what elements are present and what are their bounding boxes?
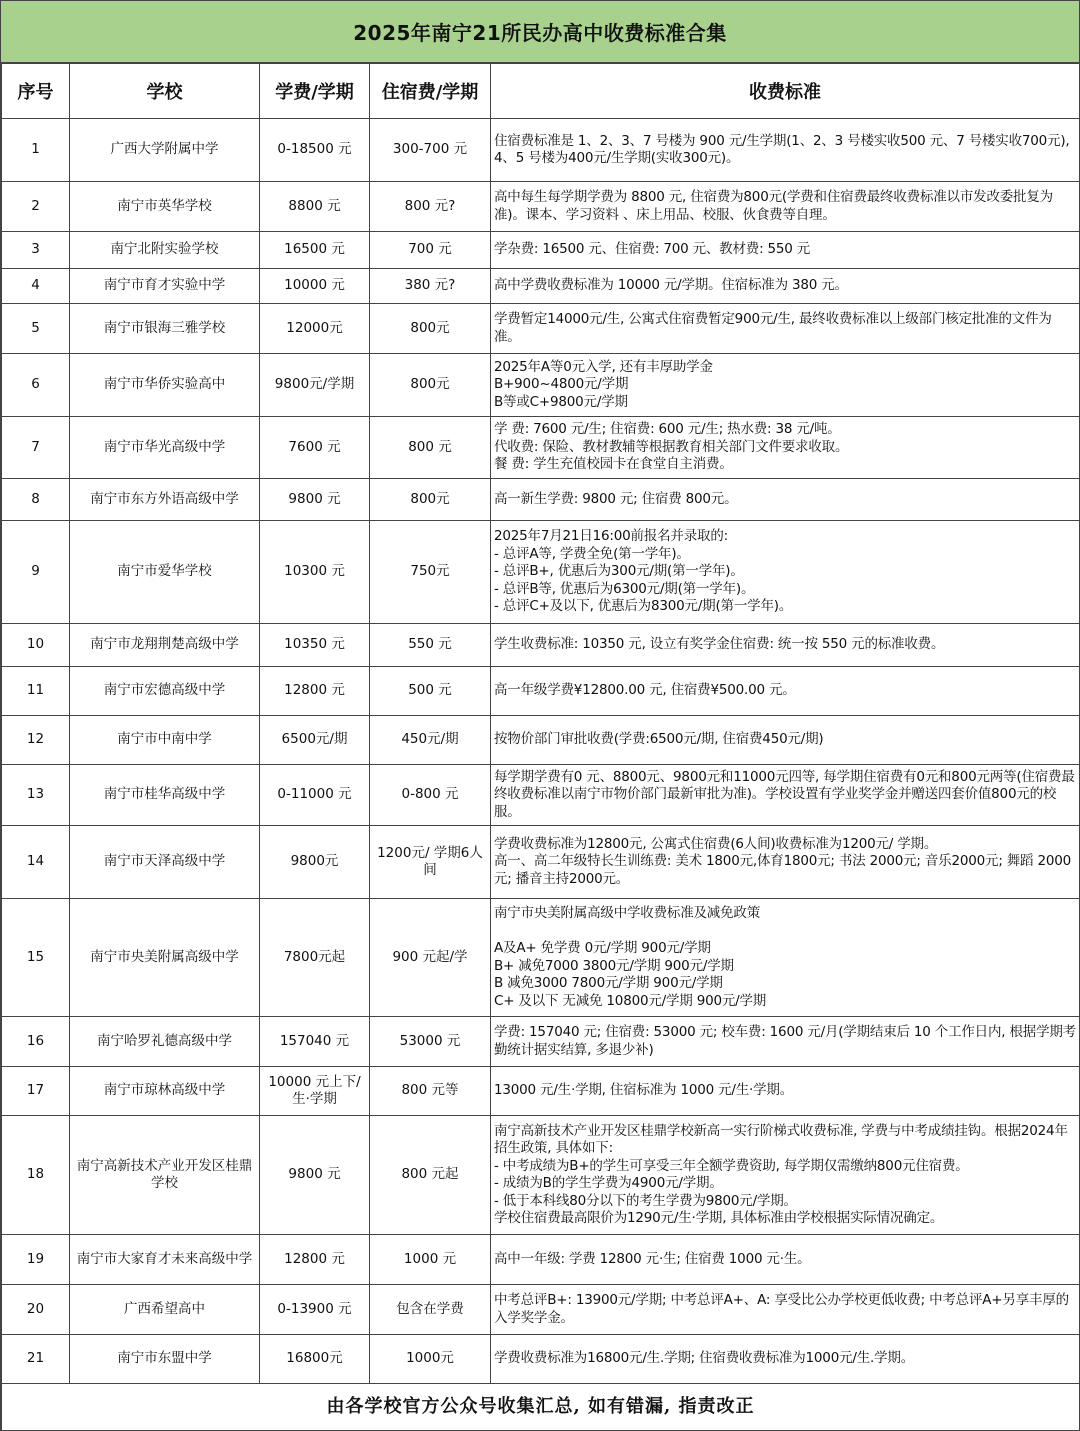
- row-number: 11: [2, 667, 70, 716]
- fee-standard: 住宿费标准是 1、2、3、7 号楼为 900 元/生学期(1、2、3 号楼实收500 元、7 号楼实收700元), 4、5 号楼为400元/生学期(实收300元)。: [491, 119, 1080, 182]
- footer-row: [2, 1384, 1080, 1431]
- tuition-fee: 0-11000 元: [260, 765, 370, 826]
- row-number: 8: [2, 479, 70, 521]
- row-number: 6: [2, 354, 70, 417]
- table-row: [2, 1235, 1080, 1285]
- school-name: 南宁市英华学校: [70, 182, 260, 232]
- table-row: [2, 716, 1080, 765]
- school-name: 南宁高新技术产业开发区桂鼎学校: [70, 1116, 260, 1235]
- dorm-fee: 1200元/ 学期6人间: [370, 826, 491, 899]
- fee-standard: 学费暂定14000元/生, 公寓式住宿费暂定900元/生, 最终收费标准以上级部门核定批准的文件为准。: [491, 304, 1080, 354]
- row-number: 14: [2, 826, 70, 899]
- table-row: [2, 182, 1080, 232]
- school-name: 南宁市银海三雅学校: [70, 304, 260, 354]
- fee-standard: 高一年级学费¥12800.00 元, 住宿费¥500.00 元。: [491, 667, 1080, 716]
- row-number: 13: [2, 765, 70, 826]
- fee-standard: 2025年7月21日16:00前报名并录取的: - 总评A等, 学费全免(第一学年)。 - 总评B+, 优惠后为300元/期(第一学年)。 - 总评B等, 优惠后为6300元/期(第一学年)。 - 总评C+及以下, 优惠后为8300元/期(第一学年)。: [491, 521, 1080, 624]
- tuition-fee: 0-18500 元: [260, 119, 370, 182]
- fee-standard: 按物价部门审批收费(学费:6500元/期, 住宿费450元/期): [491, 716, 1080, 765]
- tuition-fee: 8800 元: [260, 182, 370, 232]
- school-name: 南宁市东方外语高级中学: [70, 479, 260, 521]
- dorm-fee: 550 元: [370, 624, 491, 667]
- school-name: 南宁市桂华高级中学: [70, 765, 260, 826]
- tuition-fee: 9800 元: [260, 1116, 370, 1235]
- dorm-fee: 450元/期: [370, 716, 491, 765]
- table-row: [2, 304, 1080, 354]
- table-row: [2, 232, 1080, 269]
- row-number: 2: [2, 182, 70, 232]
- table-row: [2, 899, 1080, 1017]
- tuition-fee: 12800 元: [260, 667, 370, 716]
- row-number: 21: [2, 1335, 70, 1384]
- header-tuition: 学费/学期: [260, 64, 370, 119]
- header-standard: 收费标准: [491, 64, 1080, 119]
- dorm-fee: 750元: [370, 521, 491, 624]
- row-number: 19: [2, 1235, 70, 1285]
- tuition-fee: 10000 元上下/生·学期: [260, 1067, 370, 1116]
- header-no: 序号: [2, 64, 70, 119]
- row-number: 16: [2, 1017, 70, 1067]
- fee-standard: 高中学费收费标准为 10000 元/学期。住宿标准为 380 元。: [491, 269, 1080, 304]
- table-row: [2, 1116, 1080, 1235]
- tuition-fee: 9800元/学期: [260, 354, 370, 417]
- fee-table: [1, 63, 1080, 1431]
- fee-standard: 13000 元/生·学期, 住宿标准为 1000 元/生·学期。: [491, 1067, 1080, 1116]
- school-name: 广西大学附属中学: [70, 119, 260, 182]
- fee-standard: 中考总评B+: 13900元/学期; 中考总评A+、A: 享受比公办学校更低收费; 中考总评A+另享丰厚的入学奖学金。: [491, 1285, 1080, 1335]
- school-name: 南宁市龙翔荆楚高级中学: [70, 624, 260, 667]
- dorm-fee: 800 元起: [370, 1116, 491, 1235]
- dorm-fee: 800元: [370, 354, 491, 417]
- fee-standard: 学 费: 7600 元/生; 住宿费: 600 元/生; 热水费: 38 元/吨。 代收费: 保险、教材教辅等根据教育相关部门文件要求收取。 餐 费: 学生充值校园卡在食堂自主消费。: [491, 417, 1080, 479]
- row-number: 20: [2, 1285, 70, 1335]
- header-row: [2, 64, 1080, 119]
- dorm-fee: 包含在学费: [370, 1285, 491, 1335]
- fee-standard: 学生收费标准: 10350 元, 设立有奖学金住宿费: 统一按 550 元的标准收费。: [491, 624, 1080, 667]
- dorm-fee: 380 元?: [370, 269, 491, 304]
- fee-standard: 南宁市央美附属高级中学收费标准及减免政策 A及A+ 免学费 0元/学期 900元/学期 B+ 减免7000 3800元/学期 900元/学期 B 减免3000 7800元/学期 900元/学期 C+ 及以下 无减免 10800元/学期 900元/学期: [491, 899, 1080, 1017]
- dorm-fee: 1000元: [370, 1335, 491, 1384]
- dorm-fee: 900 元起/学: [370, 899, 491, 1017]
- dorm-fee: 800元: [370, 479, 491, 521]
- table-row: [2, 667, 1080, 716]
- table-row: [2, 119, 1080, 182]
- fee-standard: 学杂费: 16500 元、住宿费: 700 元、教材费: 550 元: [491, 232, 1080, 269]
- table-row: [2, 354, 1080, 417]
- fee-standard: 学费收费标准为12800元, 公寓式住宿费(6人间)收费标准为1200元/ 学期。 高一、高二年级特长生训练费: 美术 1800元,体育1800元; 书法 2000元; 音乐2000元; 舞蹈 2000元; 播音主持2000元。: [491, 826, 1080, 899]
- school-name: 南宁市央美附属高级中学: [70, 899, 260, 1017]
- school-name: 南宁市琼林高级中学: [70, 1067, 260, 1116]
- table-row: [2, 521, 1080, 624]
- row-number: 3: [2, 232, 70, 269]
- school-name: 南宁市育才实验中学: [70, 269, 260, 304]
- tuition-fee: 0-13900 元: [260, 1285, 370, 1335]
- dorm-fee: 500 元: [370, 667, 491, 716]
- fee-standard: 高一新生学费: 9800 元; 住宿费 800元。: [491, 479, 1080, 521]
- school-name: 南宁哈罗礼德高级中学: [70, 1017, 260, 1067]
- row-number: 10: [2, 624, 70, 667]
- tuition-fee: 10350 元: [260, 624, 370, 667]
- tuition-fee: 6500元/期: [260, 716, 370, 765]
- table-row: [2, 1285, 1080, 1335]
- table-row: [2, 269, 1080, 304]
- footer-note: 由各学校官方公众号收集汇总, 如有错漏, 指责改正: [2, 1384, 1080, 1431]
- dorm-fee: 1000 元: [370, 1235, 491, 1285]
- dorm-fee: 53000 元: [370, 1017, 491, 1067]
- dorm-fee: 800 元?: [370, 182, 491, 232]
- table-row: [2, 765, 1080, 826]
- row-number: 15: [2, 899, 70, 1017]
- row-number: 4: [2, 269, 70, 304]
- dorm-fee: 800 元: [370, 417, 491, 479]
- header-school: 学校: [70, 64, 260, 119]
- school-name: 南宁市大家育才未来高级中学: [70, 1235, 260, 1285]
- table-row: [2, 826, 1080, 899]
- tuition-fee: 7800元起: [260, 899, 370, 1017]
- row-number: 12: [2, 716, 70, 765]
- tuition-fee: 12800 元: [260, 1235, 370, 1285]
- dorm-fee: 800 元等: [370, 1067, 491, 1116]
- row-number: 17: [2, 1067, 70, 1116]
- fee-standard: 学费: 157040 元; 住宿费: 53000 元; 校车费: 1600 元/月(学期结束后 10 个工作日内, 根据学期考勤统计据实结算, 多退少补): [491, 1017, 1080, 1067]
- tuition-fee: 10300 元: [260, 521, 370, 624]
- row-number: 9: [2, 521, 70, 624]
- table-row: [2, 417, 1080, 479]
- table-row: [2, 1017, 1080, 1067]
- table-title: 2025年南宁21所民办高中收费标准合集: [1, 0, 1079, 63]
- row-number: 18: [2, 1116, 70, 1235]
- fee-standard: 每学期学费有0 元、8800元、9800元和11000元四等, 每学期住宿费有0元和800元两等(住宿费最终收费标准以南宁市物价部门最新审批为准)。学校设置有学业奖学金并赠送四套价值800元的校服。: [491, 765, 1080, 826]
- fee-standard: 高中一年级: 学费 12800 元·生; 住宿费 1000 元·生。: [491, 1235, 1080, 1285]
- fee-standard: 学费收费标准为16800元/生.学期; 住宿费收费标准为1000元/生.学期。: [491, 1335, 1080, 1384]
- dorm-fee: 700 元: [370, 232, 491, 269]
- tuition-fee: 9800 元: [260, 479, 370, 521]
- header-dorm: 住宿费/学期: [370, 64, 491, 119]
- tuition-fee: 12000元: [260, 304, 370, 354]
- fee-standard: 2025年A等0元入学, 还有丰厚助学金 B+900~4800元/学期 B等或C+9800元/学期: [491, 354, 1080, 417]
- fee-standard: 高中每生每学期学费为 8800 元, 住宿费为800元(学费和住宿费最终收费标准以市发改委批复为准)。课本、学习资料 、床上用品、校服、伙食费等自理。: [491, 182, 1080, 232]
- school-name: 南宁市东盟中学: [70, 1335, 260, 1384]
- school-name: 南宁市爱华学校: [70, 521, 260, 624]
- tuition-fee: 10000 元: [260, 269, 370, 304]
- school-name: 南宁市华光高级中学: [70, 417, 260, 479]
- dorm-fee: 300-700 元: [370, 119, 491, 182]
- table-row: [2, 1067, 1080, 1116]
- table-row: [2, 624, 1080, 667]
- tuition-fee: 16500 元: [260, 232, 370, 269]
- row-number: 7: [2, 417, 70, 479]
- fee-standard: 南宁高新技术产业开发区桂鼎学校新高一实行阶梯式收费标准, 学费与中考成绩挂钩。根据2024年招生政策, 具体如下: - 中考成绩为B+的学生可享受三年全额学费资助, 每学期仅需缴纳800元住宿费。 - 成绩为B的学生学费为4900元/学期。 - 低于本科线80分以下的考生学费为9800元/学期。 学校住宿费最高限价为1290元/生·学期, 具体标准由学校根据实际情况确定。: [491, 1116, 1080, 1235]
- dorm-fee: 800元: [370, 304, 491, 354]
- table-row: [2, 1335, 1080, 1384]
- school-name: 广西希望高中: [70, 1285, 260, 1335]
- row-number: 1: [2, 119, 70, 182]
- school-name: 南宁市宏德高级中学: [70, 667, 260, 716]
- table-row: [2, 479, 1080, 521]
- tuition-fee: 7600 元: [260, 417, 370, 479]
- school-name: 南宁北附实验学校: [70, 232, 260, 269]
- school-name: 南宁市天泽高级中学: [70, 826, 260, 899]
- tuition-fee: 16800元: [260, 1335, 370, 1384]
- school-name: 南宁市中南中学: [70, 716, 260, 765]
- tuition-fee: 157040 元: [260, 1017, 370, 1067]
- dorm-fee: 0-800 元: [370, 765, 491, 826]
- school-name: 南宁市华侨实验高中: [70, 354, 260, 417]
- tuition-fee: 9800元: [260, 826, 370, 899]
- row-number: 5: [2, 304, 70, 354]
